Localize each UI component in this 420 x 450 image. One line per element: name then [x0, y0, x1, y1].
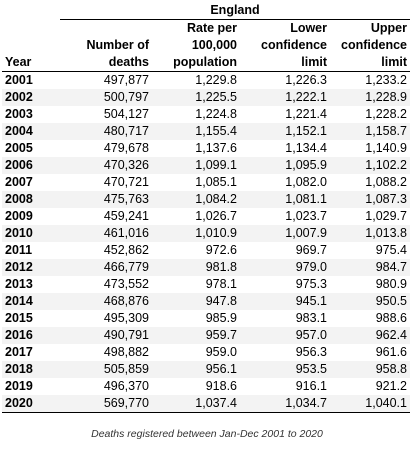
cell-rate: 1,010.9: [152, 225, 240, 242]
table-row: [2, 191, 410, 208]
table-row: [2, 157, 410, 174]
cell-rate: 959.7: [152, 327, 240, 344]
cell-lower-limit: 1,226.3: [240, 72, 330, 90]
cell-deaths: 498,882: [60, 344, 152, 361]
cell-upper-limit: 1,088.2: [330, 174, 410, 191]
table-row: [2, 208, 410, 225]
header-upper-line-2: confidence: [330, 37, 410, 54]
cell-upper-limit: 984.7: [330, 259, 410, 276]
cell-year: 2007: [2, 174, 60, 191]
cell-year: 2008: [2, 191, 60, 208]
cell-lower-limit: 983.1: [240, 310, 330, 327]
table-row: [2, 106, 410, 123]
cell-lower-limit: 916.1: [240, 378, 330, 395]
table-row: [2, 378, 410, 395]
cell-year: 2015: [2, 310, 60, 327]
cell-year: 2020: [2, 395, 60, 413]
header-deaths-line-2: deaths: [60, 54, 152, 72]
header-rate-line-3: population: [152, 54, 240, 72]
cell-upper-limit: 958.8: [330, 361, 410, 378]
deaths-table: [2, 2, 410, 413]
table-row: [2, 395, 410, 413]
cell-upper-limit: 1,228.9: [330, 89, 410, 106]
cell-lower-limit: 1,082.0: [240, 174, 330, 191]
cell-lower-limit: 1,221.4: [240, 106, 330, 123]
table-row: [2, 140, 410, 157]
table-row: [2, 72, 410, 90]
cell-rate: 1,225.5: [152, 89, 240, 106]
cell-upper-limit: 1,040.1: [330, 395, 410, 413]
cell-rate: 985.9: [152, 310, 240, 327]
table-row: [2, 174, 410, 191]
cell-upper-limit: 1,102.2: [330, 157, 410, 174]
cell-rate: 1,155.4: [152, 123, 240, 140]
table-body: [2, 72, 410, 413]
cell-upper-limit: 1,013.8: [330, 225, 410, 242]
cell-lower-limit: 1,034.7: [240, 395, 330, 413]
cell-year: 2014: [2, 293, 60, 310]
cell-year: 2003: [2, 106, 60, 123]
cell-upper-limit: 1,233.2: [330, 72, 410, 90]
region-header: England: [60, 2, 410, 20]
header-rate-line-2: 100,000: [152, 37, 240, 54]
cell-rate: 1,037.4: [152, 395, 240, 413]
cell-deaths: 475,763: [60, 191, 152, 208]
cell-deaths: 459,241: [60, 208, 152, 225]
cell-deaths: 473,552: [60, 276, 152, 293]
cell-deaths: 500,797: [60, 89, 152, 106]
table-row: [2, 310, 410, 327]
cell-lower-limit: 956.3: [240, 344, 330, 361]
cell-upper-limit: 950.5: [330, 293, 410, 310]
cell-deaths: 480,717: [60, 123, 152, 140]
cell-year: 2016: [2, 327, 60, 344]
cell-upper-limit: 975.4: [330, 242, 410, 259]
table-row: [2, 327, 410, 344]
cell-upper-limit: 1,087.3: [330, 191, 410, 208]
header-lower-line-3: limit: [240, 54, 330, 72]
cell-deaths: 452,862: [60, 242, 152, 259]
cell-upper-limit: 1,158.7: [330, 123, 410, 140]
cell-upper-limit: 961.6: [330, 344, 410, 361]
cell-deaths: 569,770: [60, 395, 152, 413]
header-deaths-line-1b: Number of: [60, 37, 152, 54]
cell-rate: 1,084.2: [152, 191, 240, 208]
cell-year: 2001: [2, 72, 60, 90]
cell-lower-limit: 1,095.9: [240, 157, 330, 174]
cell-upper-limit: 988.6: [330, 310, 410, 327]
cell-deaths: 468,876: [60, 293, 152, 310]
cell-year: 2018: [2, 361, 60, 378]
header-year-top: [2, 20, 60, 38]
cell-upper-limit: 1,029.7: [330, 208, 410, 225]
cell-year: 2017: [2, 344, 60, 361]
cell-rate: 1,099.1: [152, 157, 240, 174]
table-row: [2, 361, 410, 378]
header-deaths-line-1: [60, 20, 152, 38]
cell-deaths: 505,859: [60, 361, 152, 378]
table-row: [2, 123, 410, 140]
cell-upper-limit: 1,228.2: [330, 106, 410, 123]
cell-year: 2012: [2, 259, 60, 276]
cell-year: 2006: [2, 157, 60, 174]
header-lower-line-1: Lower: [240, 20, 330, 38]
cell-year: 2013: [2, 276, 60, 293]
table-row: [2, 344, 410, 361]
cell-rate: 1,026.7: [152, 208, 240, 225]
header-lower-line-2: confidence: [240, 37, 330, 54]
cell-rate: 918.6: [152, 378, 240, 395]
cell-deaths: 470,721: [60, 174, 152, 191]
table-caption: Deaths registered between Jan-Dec 2001 to 2020: [91, 428, 323, 440]
cell-deaths: 470,326: [60, 157, 152, 174]
cell-rate: 947.8: [152, 293, 240, 310]
cell-year: 2004: [2, 123, 60, 140]
header-upper-line-3: limit: [330, 54, 410, 72]
cell-year: 2002: [2, 89, 60, 106]
cell-deaths: 497,877: [60, 72, 152, 90]
cell-upper-limit: 1,140.9: [330, 140, 410, 157]
table-row: [2, 259, 410, 276]
cell-deaths: 490,791: [60, 327, 152, 344]
cell-lower-limit: 979.0: [240, 259, 330, 276]
table-row: [2, 225, 410, 242]
header-upper-line-1: Upper: [330, 20, 410, 38]
cell-deaths: 466,779: [60, 259, 152, 276]
cell-deaths: 479,678: [60, 140, 152, 157]
cell-year: 2010: [2, 225, 60, 242]
cell-year: 2011: [2, 242, 60, 259]
blank-corner-cell: [2, 2, 60, 20]
cell-lower-limit: 1,222.1: [240, 89, 330, 106]
table-row: [2, 293, 410, 310]
cell-upper-limit: 921.2: [330, 378, 410, 395]
cell-rate: 1,085.1: [152, 174, 240, 191]
cell-deaths: 504,127: [60, 106, 152, 123]
cell-lower-limit: 953.5: [240, 361, 330, 378]
cell-rate: 956.1: [152, 361, 240, 378]
cell-rate: 972.6: [152, 242, 240, 259]
cell-year: 2019: [2, 378, 60, 395]
cell-lower-limit: 1,134.4: [240, 140, 330, 157]
cell-lower-limit: 957.0: [240, 327, 330, 344]
cell-lower-limit: 1,007.9: [240, 225, 330, 242]
header-year-mid: [2, 37, 60, 54]
header-year: Year: [2, 54, 60, 72]
cell-deaths: 495,309: [60, 310, 152, 327]
cell-rate: 978.1: [152, 276, 240, 293]
cell-upper-limit: 962.4: [330, 327, 410, 344]
cell-rate: 1,224.8: [152, 106, 240, 123]
cell-lower-limit: 1,081.1: [240, 191, 330, 208]
cell-year: 2005: [2, 140, 60, 157]
header-rate-line-1: Rate per: [152, 20, 240, 38]
table-row: [2, 242, 410, 259]
cell-deaths: 496,370: [60, 378, 152, 395]
cell-year: 2009: [2, 208, 60, 225]
cell-upper-limit: 980.9: [330, 276, 410, 293]
cell-lower-limit: 969.7: [240, 242, 330, 259]
cell-lower-limit: 1,023.7: [240, 208, 330, 225]
table-row: [2, 276, 410, 293]
cell-rate: 1,229.8: [152, 72, 240, 90]
cell-deaths: 461,016: [60, 225, 152, 242]
cell-rate: 1,137.6: [152, 140, 240, 157]
cell-lower-limit: 945.1: [240, 293, 330, 310]
cell-rate: 959.0: [152, 344, 240, 361]
table-row: [2, 89, 410, 106]
cell-lower-limit: 975.3: [240, 276, 330, 293]
cell-lower-limit: 1,152.1: [240, 123, 330, 140]
cell-rate: 981.8: [152, 259, 240, 276]
